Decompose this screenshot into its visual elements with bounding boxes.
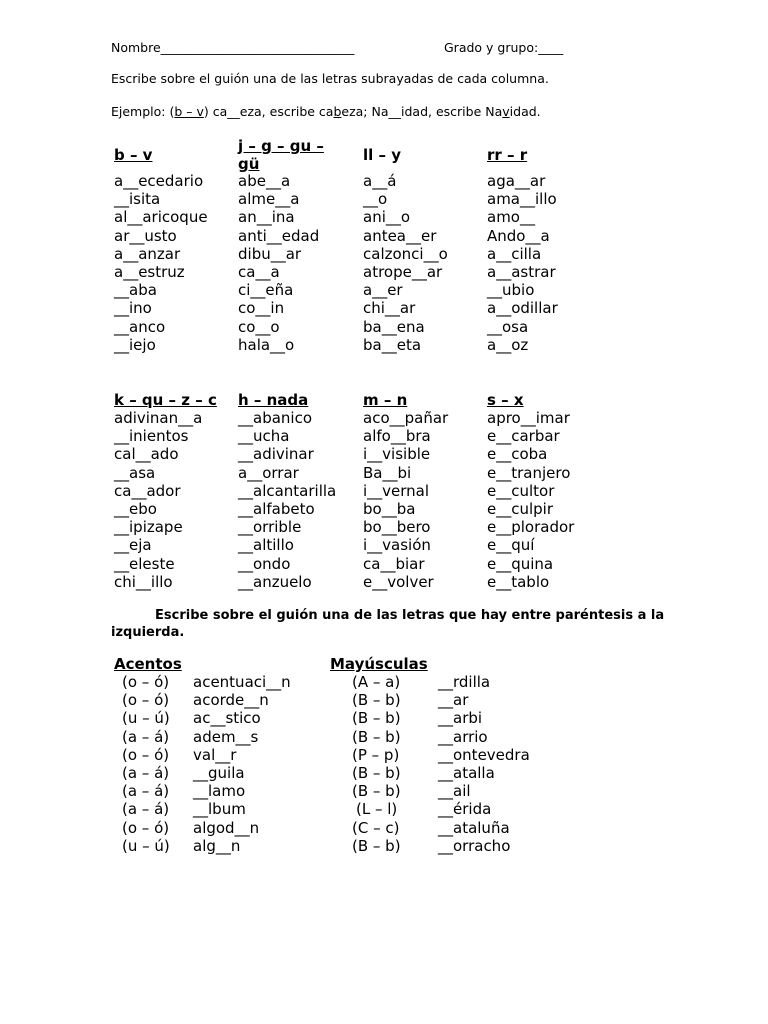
word-item: ani__o bbox=[363, 208, 411, 227]
word-item: a__ecedario bbox=[114, 172, 204, 190]
word-item: anti__edad bbox=[238, 226, 320, 245]
example-part-c: eza; Na__idad, escribe Na bbox=[341, 104, 503, 119]
word-item: __anzuelo bbox=[238, 572, 312, 591]
word-item: a__cilla bbox=[487, 244, 542, 263]
section1-word-grid bbox=[114, 172, 714, 362]
section1-column-3 bbox=[363, 172, 448, 354]
section2-header-3: m – n bbox=[363, 391, 408, 409]
word-item: __orracho bbox=[438, 836, 511, 855]
word-item: ama__illo bbox=[487, 190, 557, 209]
word-item: __ucha bbox=[238, 427, 290, 446]
word-item: e__coba bbox=[487, 445, 548, 464]
example-underlined-b: b bbox=[333, 104, 342, 119]
word-item: ca__a bbox=[238, 262, 280, 281]
word-item: apro__imar bbox=[487, 409, 570, 427]
option-pair: (o – ó) bbox=[122, 745, 170, 764]
option-pair: (A – a) bbox=[352, 673, 401, 691]
word-item: acentuaci__n bbox=[193, 673, 291, 691]
section1-column-4 bbox=[487, 172, 558, 354]
word-item: __iejo bbox=[114, 335, 156, 354]
word-item: atrope__ar bbox=[363, 262, 443, 281]
word-item: __adivinar bbox=[238, 445, 314, 464]
acentos-row bbox=[122, 728, 322, 746]
word-item: a__orrar bbox=[238, 463, 299, 482]
word-item: co__in bbox=[238, 299, 285, 318]
word-item: __o bbox=[363, 190, 388, 209]
mayusculas-row bbox=[352, 764, 572, 782]
section1-header-4: rr – r bbox=[487, 146, 528, 164]
mayusculas-row bbox=[352, 746, 572, 764]
option-pair: (u – ú) bbox=[122, 836, 170, 855]
word-item: e__carbar bbox=[487, 427, 560, 446]
word-item: __orrible bbox=[238, 518, 302, 537]
acentos-row bbox=[122, 746, 322, 764]
word-item: __érida bbox=[438, 800, 492, 819]
word-item: a__oz bbox=[487, 335, 529, 354]
instruction-2: Escribe sobre el guión una de las letras que hay entre paréntesis a la izquierda. bbox=[111, 608, 665, 640]
instruction-1: Escribe sobre el guión una de las letras subrayadas de cada columna. bbox=[111, 71, 549, 86]
section2-header-2: h – nada bbox=[238, 391, 309, 409]
word-item: cal__ado bbox=[114, 445, 179, 464]
word-item: e__tablo bbox=[487, 572, 550, 591]
word-item: a__astrar bbox=[487, 262, 556, 281]
word-item: __asa bbox=[114, 463, 156, 482]
word-item: ba__ena bbox=[363, 317, 425, 336]
example-part-d: idad. bbox=[509, 104, 541, 119]
section2-column-3 bbox=[363, 409, 448, 591]
acentos-row bbox=[122, 691, 322, 709]
section2-column-1 bbox=[114, 409, 202, 591]
word-item: alme__a bbox=[238, 190, 300, 209]
word-item: a__odillar bbox=[487, 299, 558, 318]
section1-header-3: ll – y bbox=[363, 146, 402, 164]
word-item: bo__ba bbox=[363, 499, 416, 518]
acentos-row bbox=[122, 800, 322, 818]
word-item: i__vernal bbox=[363, 481, 430, 500]
acentos-row bbox=[122, 764, 322, 782]
acentos-row bbox=[122, 819, 322, 837]
section1-column-2 bbox=[238, 172, 319, 354]
word-item: __ino bbox=[114, 299, 152, 318]
word-item: __guila bbox=[193, 763, 245, 782]
acentos-row bbox=[122, 673, 322, 691]
name-field-label: Nombre_______________________________ bbox=[111, 40, 355, 55]
acentos-row bbox=[122, 837, 322, 855]
word-item: __ataluña bbox=[438, 818, 510, 837]
word-item: bo__bero bbox=[363, 518, 431, 537]
word-item: __rdilla bbox=[438, 673, 491, 691]
word-item: amo__ bbox=[487, 208, 535, 227]
example-underlined-options: b – v bbox=[174, 104, 204, 119]
mayusculas-row bbox=[352, 819, 572, 837]
option-pair: (P – p) bbox=[352, 745, 400, 764]
section2-column-2 bbox=[238, 409, 336, 591]
section2-header-1: k – qu – z – c bbox=[114, 391, 217, 409]
word-item: __abanico bbox=[238, 409, 313, 427]
option-pair: (B – b) bbox=[352, 836, 401, 855]
acentos-list bbox=[122, 673, 322, 855]
section1-header-1: b – v bbox=[114, 146, 153, 164]
word-item: Ba__bi bbox=[363, 463, 412, 482]
word-item: i__vasión bbox=[363, 536, 431, 555]
word-item: e__volver bbox=[363, 572, 434, 591]
word-item: __isita bbox=[114, 190, 161, 209]
option-pair: (C – c) bbox=[352, 818, 400, 837]
section2-word-grid bbox=[114, 409, 714, 599]
word-item: ba__eta bbox=[363, 335, 422, 354]
word-item: dibu__ar bbox=[238, 244, 302, 263]
section2-column-4 bbox=[487, 409, 574, 591]
word-item: __osa bbox=[487, 317, 529, 336]
word-item: a__estruz bbox=[114, 262, 185, 281]
word-item: abe__a bbox=[238, 172, 291, 190]
option-pair: (B – b) bbox=[352, 782, 401, 801]
word-item: algod__n bbox=[193, 818, 260, 837]
word-item: __arrio bbox=[438, 727, 488, 746]
word-item: adivinan__a bbox=[114, 409, 203, 427]
word-item: __lamo bbox=[193, 782, 246, 801]
example-line bbox=[111, 104, 541, 119]
mayusculas-row bbox=[352, 837, 572, 855]
word-item: __eja bbox=[114, 536, 152, 555]
mayusculas-row bbox=[352, 728, 572, 746]
word-item: e__quí bbox=[487, 536, 535, 555]
word-item: Ando__a bbox=[487, 226, 550, 245]
word-item: __lbum bbox=[193, 800, 246, 819]
word-item: __alfabeto bbox=[238, 499, 315, 518]
word-item: hala__o bbox=[238, 335, 295, 354]
option-pair: (a – á) bbox=[122, 763, 170, 782]
word-item: i__visible bbox=[363, 445, 431, 464]
option-pair: (o – ó) bbox=[122, 818, 170, 837]
word-item: adem__s bbox=[193, 727, 259, 746]
example-prefix: Ejemplo: ( bbox=[111, 104, 175, 119]
option-pair: (L – l) bbox=[356, 800, 398, 819]
option-pair: (B – b) bbox=[352, 727, 401, 746]
word-item: ca__ador bbox=[114, 481, 181, 500]
word-item: antea__er bbox=[363, 226, 437, 245]
word-item: alfo__bra bbox=[363, 427, 431, 446]
acentos-row bbox=[122, 782, 322, 800]
word-item: __ubio bbox=[487, 281, 535, 300]
word-item: e__quina bbox=[487, 554, 554, 573]
option-pair: (o – ó) bbox=[122, 673, 170, 691]
mayusculas-row bbox=[352, 673, 572, 691]
word-item: aga__ar bbox=[487, 172, 546, 190]
word-item: __ar bbox=[438, 691, 469, 710]
acentos-row bbox=[122, 709, 322, 727]
option-pair: (B – b) bbox=[352, 763, 401, 782]
mayusculas-row bbox=[352, 691, 572, 709]
word-item: acorde__n bbox=[193, 691, 269, 710]
word-item: __atalla bbox=[438, 763, 495, 782]
mayusculas-title: Mayúsculas bbox=[330, 655, 428, 673]
option-pair: (u – ú) bbox=[122, 709, 170, 728]
word-item: __altillo bbox=[238, 536, 294, 555]
example-part-b: ) ca__eza, escribe ca bbox=[203, 104, 334, 119]
word-item: __aba bbox=[114, 281, 157, 300]
mayusculas-row bbox=[352, 709, 572, 727]
word-item: __anco bbox=[114, 317, 166, 336]
word-item: an__ina bbox=[238, 208, 295, 227]
word-item: a__anzar bbox=[114, 244, 181, 263]
word-item: ca__biar bbox=[363, 554, 425, 573]
word-item: aco__pañar bbox=[363, 409, 449, 427]
word-item: co__o bbox=[238, 317, 280, 336]
word-item: __ipizape bbox=[114, 518, 183, 537]
word-item: e__cultor bbox=[487, 481, 555, 500]
word-item: __arbi bbox=[438, 709, 483, 728]
section1-column-1 bbox=[114, 172, 208, 354]
option-pair: (B – b) bbox=[352, 709, 401, 728]
word-item: a__er bbox=[363, 281, 403, 300]
section1-header-2: j – g – gu – gü bbox=[238, 137, 324, 173]
example-underlined-v: v bbox=[502, 104, 510, 119]
word-item: a__á bbox=[363, 172, 397, 190]
word-item: ac__stico bbox=[193, 709, 261, 728]
word-item: calzonci__o bbox=[363, 244, 448, 263]
word-item: chi__ar bbox=[363, 299, 416, 318]
mayusculas-list bbox=[352, 673, 572, 855]
acentos-title: Acentos bbox=[114, 655, 182, 673]
word-item: __ondo bbox=[238, 554, 291, 573]
word-item: __ail bbox=[438, 782, 471, 801]
word-item: __ebo bbox=[114, 499, 157, 518]
word-item: al__aricoque bbox=[114, 208, 208, 227]
option-pair: (a – á) bbox=[122, 782, 170, 801]
option-pair: (a – á) bbox=[122, 800, 170, 819]
option-pair: (a – á) bbox=[122, 727, 170, 746]
word-item: e__culpir bbox=[487, 499, 554, 518]
word-item: __alcantarilla bbox=[238, 481, 337, 500]
option-pair: (o – ó) bbox=[122, 691, 170, 710]
word-item: val__r bbox=[193, 745, 237, 764]
word-item: e__plorador bbox=[487, 518, 575, 537]
word-item: __inientos bbox=[114, 427, 189, 446]
word-item: chi__illo bbox=[114, 572, 173, 591]
word-item: __ontevedra bbox=[438, 745, 530, 764]
word-item: ar__usto bbox=[114, 226, 177, 245]
grade-field-label: Grado y grupo:____ bbox=[444, 40, 564, 55]
word-item: __eleste bbox=[114, 554, 175, 573]
word-item: ci__eña bbox=[238, 281, 294, 300]
section2-header-4: s – x bbox=[487, 391, 524, 409]
mayusculas-row bbox=[352, 782, 572, 800]
option-pair: (B – b) bbox=[352, 691, 401, 710]
word-item: e__tranjero bbox=[487, 463, 571, 482]
word-item: alg__n bbox=[193, 836, 241, 855]
mayusculas-row bbox=[352, 800, 572, 818]
